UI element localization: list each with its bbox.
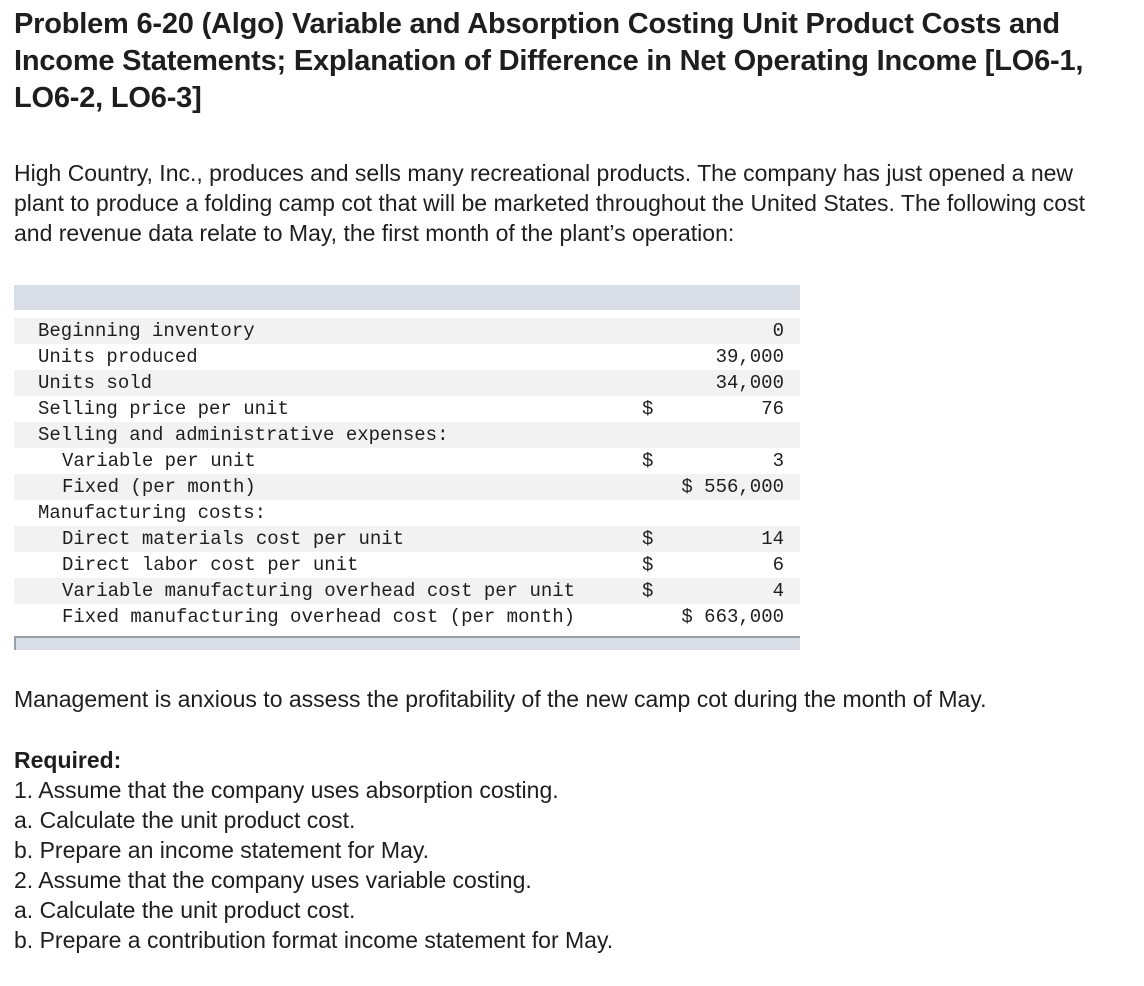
row-label: Units sold bbox=[38, 372, 153, 394]
table-row bbox=[14, 526, 800, 552]
row-value: 14 bbox=[761, 528, 784, 550]
required-item: 1. Assume that the company uses absorption costing. bbox=[14, 777, 559, 803]
table-row bbox=[14, 448, 800, 474]
row-label: Variable manufacturing overhead cost per unit bbox=[62, 580, 576, 602]
row-currency: $ bbox=[642, 450, 654, 472]
table-row bbox=[14, 552, 800, 578]
table-row bbox=[14, 474, 800, 500]
cost-revenue-table bbox=[14, 285, 800, 650]
table-row bbox=[14, 344, 800, 370]
table-body bbox=[14, 310, 800, 636]
row-label: Manufacturing costs: bbox=[38, 502, 267, 524]
table-row bbox=[14, 578, 800, 604]
row-value: 76 bbox=[761, 398, 784, 420]
row-label: Direct labor cost per unit bbox=[62, 554, 359, 576]
row-currency: $ bbox=[642, 398, 654, 420]
row-value: 34,000 bbox=[715, 372, 784, 394]
row-value: $ 556,000 bbox=[681, 476, 784, 498]
required-item: b. Prepare an income statement for May. bbox=[14, 837, 430, 863]
required-item: b. Prepare a contribution format income statement for May. bbox=[14, 927, 614, 953]
table-row bbox=[14, 318, 800, 344]
row-label: Units produced bbox=[38, 346, 198, 368]
table-row bbox=[14, 422, 800, 448]
row-label: Selling price per unit bbox=[38, 398, 289, 420]
problem-title: Problem 6-20 (Algo) Variable and Absorption Costing Unit Product Costs and Income Statements; Explanation of Difference in Net Operating Income [LO6-1, LO6-2, LO6-3] bbox=[14, 8, 1084, 114]
row-currency: $ bbox=[642, 528, 654, 550]
row-label: Fixed manufacturing overhead cost (per month) bbox=[62, 606, 576, 628]
row-label: Selling and administrative expenses: bbox=[38, 424, 449, 446]
required-item: 2. Assume that the company uses variable costing. bbox=[14, 867, 532, 893]
row-value: $ 663,000 bbox=[681, 606, 784, 628]
table-row bbox=[14, 500, 800, 526]
row-label: Beginning inventory bbox=[38, 320, 255, 342]
required-item: a. Calculate the unit product cost. bbox=[14, 807, 356, 833]
required-heading: Required: bbox=[14, 747, 122, 773]
row-value: 0 bbox=[772, 320, 784, 342]
row-label: Fixed (per month) bbox=[62, 476, 256, 498]
table-row bbox=[14, 604, 800, 630]
table-header-bar bbox=[14, 285, 800, 310]
problem-intro: High Country, Inc., produces and sells many recreational products. The company has just opened a new plant to produce a folding camp cot that will be marketed throughout the United States. The following cost and revenue data relate to May, the first month of the plant’s operation: bbox=[14, 160, 1085, 246]
management-note: Management is anxious to assess the profitability of the new camp cot during the month of May. bbox=[14, 686, 987, 712]
row-value: 4 bbox=[772, 580, 784, 602]
table-footer-bar bbox=[14, 636, 800, 650]
row-currency: $ bbox=[642, 554, 654, 576]
row-label: Variable per unit bbox=[62, 450, 256, 472]
problem-page bbox=[14, 6, 1124, 953]
required-section bbox=[14, 745, 613, 955]
table-row bbox=[14, 370, 800, 396]
table-row bbox=[14, 396, 800, 422]
row-currency: $ bbox=[642, 580, 654, 602]
row-value: 3 bbox=[772, 450, 784, 472]
required-item: a. Calculate the unit product cost. bbox=[14, 897, 356, 923]
row-value: 39,000 bbox=[715, 346, 784, 368]
row-label: Direct materials cost per unit bbox=[62, 528, 405, 550]
row-value: 6 bbox=[772, 554, 784, 576]
